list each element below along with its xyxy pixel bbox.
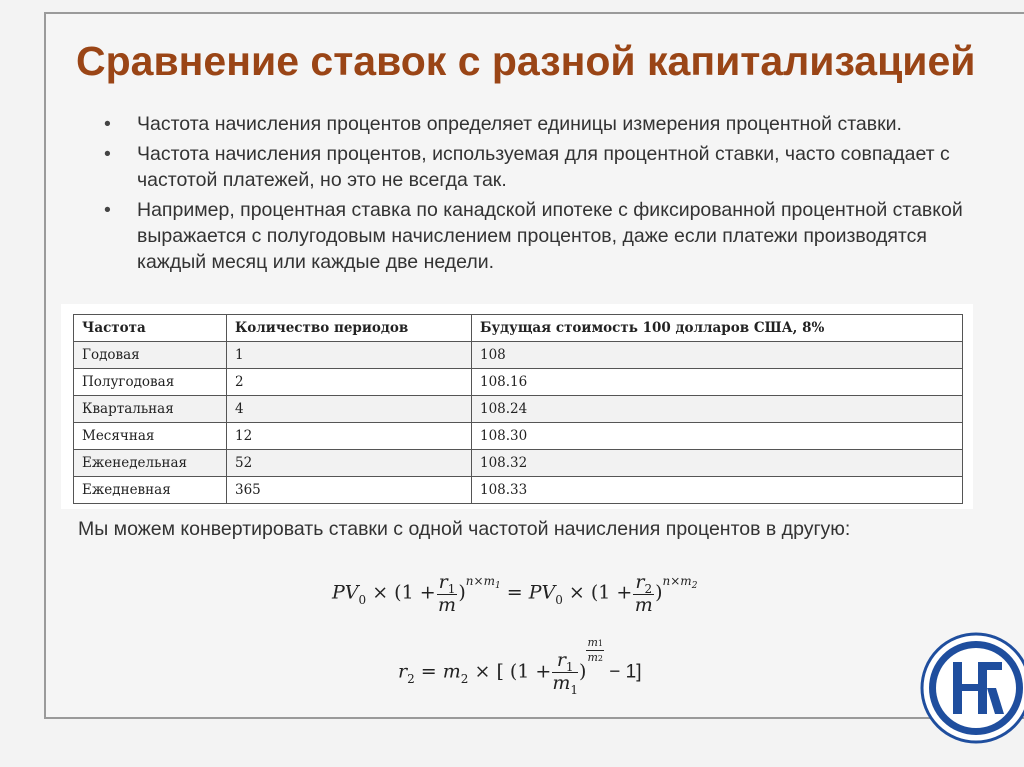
table-row [74, 369, 963, 396]
formula-op: (1 + [394, 581, 436, 604]
formula-sub: 2 [644, 582, 653, 596]
table-container [61, 304, 973, 509]
formula-op: = [420, 660, 437, 683]
table-row [74, 342, 963, 369]
formula-op: ) [458, 581, 466, 604]
cell-value: 108.16 [472, 369, 963, 396]
cell-frequency: Полугодовая [74, 369, 227, 396]
formula-term: m [437, 594, 457, 616]
formula-equivalence [332, 572, 697, 615]
formula-term: r [556, 649, 566, 671]
bullet-item: • Например, процентная ставка по канадской ипотеке с фиксированной процентной ставкой выражается с полугодовым начислением процентов, даже если платежи производятся каждый месяц или каждые две недели. [104, 197, 984, 275]
formula-sub: 2 [691, 580, 698, 591]
formula-term: PV [528, 581, 556, 604]
formula-term: m [587, 651, 598, 664]
formula-term: m [634, 594, 653, 616]
cell-value: 108.32 [472, 450, 963, 477]
fraction [633, 572, 654, 615]
cell-periods: 4 [227, 396, 472, 423]
formula-sub: 1 [447, 582, 456, 596]
formula-term: r [398, 660, 408, 683]
table-row [74, 423, 963, 450]
cell-periods: 2 [227, 369, 472, 396]
col-header-frequency: Частота [74, 315, 227, 342]
formula-exponent: n×m [465, 573, 495, 588]
bullet-item: • Частота начисления процентов определяет единицы измерения процентной ставки. [104, 111, 984, 137]
formula-term: m [442, 660, 461, 683]
formula-sub: 1 [565, 660, 574, 674]
hse-logo-icon [920, 632, 1024, 744]
formula-op: [ (1 + [496, 660, 552, 683]
formula-op: × [372, 581, 389, 604]
formula-term: PV [332, 581, 359, 604]
table-header-row [74, 315, 963, 342]
convert-caption: Мы можем конвертировать ставки с одной частотой начисления процентов в другую: [78, 518, 851, 540]
formula-term: m [587, 636, 598, 649]
fraction [552, 650, 578, 695]
bullet-list [104, 111, 984, 279]
formula-sub: 0 [555, 592, 563, 607]
fraction [437, 572, 458, 615]
formula-term: m [552, 672, 571, 694]
formula-sub: 1 [570, 683, 579, 697]
formula-term: r [438, 571, 448, 593]
compounding-table [73, 314, 963, 504]
formula-sub: 0 [358, 592, 367, 607]
formula-sub: 1 [597, 639, 603, 648]
cell-periods: 1 [227, 342, 472, 369]
formula-op: ) [579, 660, 587, 683]
cell-frequency: Еженедельная [74, 450, 227, 477]
cell-periods: 52 [227, 450, 472, 477]
table-row [74, 396, 963, 423]
formula-op: ) [655, 581, 663, 604]
col-header-future-value: Будущая стоимость 100 долларов США, 8% [472, 315, 963, 342]
bullet-item: • Частота начисления процентов, используемая для процентной ставки, часто совпадает с частотой платежей, но это не всегда так. [104, 141, 984, 193]
formula-conversion [398, 636, 642, 697]
slide-title: Сравнение ставок с разной капитализацией [76, 38, 976, 84]
cell-frequency: Годовая [74, 342, 227, 369]
table-row [74, 477, 963, 504]
cell-frequency: Месячная [74, 423, 227, 450]
formula-op: (1 + [590, 581, 633, 604]
cell-value: 108.30 [472, 423, 963, 450]
formula-op: = [506, 581, 523, 604]
formula-term: r [635, 571, 645, 593]
formula-sub: 1 [494, 580, 501, 591]
table-row [74, 450, 963, 477]
formula-sub: 2 [597, 654, 603, 663]
cell-periods: 12 [227, 423, 472, 450]
formula-exponent: n×m [662, 573, 692, 588]
cell-frequency: Ежедневная [74, 477, 227, 504]
formula-sub: 2 [460, 671, 469, 686]
formula-op: × [568, 581, 585, 604]
formula-op: × [474, 660, 491, 683]
cell-value: 108 [472, 342, 963, 369]
exponent-fraction [586, 636, 604, 665]
cell-value: 108.33 [472, 477, 963, 504]
cell-value: 108.24 [472, 396, 963, 423]
cell-frequency: Квартальная [74, 396, 227, 423]
formula-op: − 1] [603, 661, 642, 683]
formula-sub: 2 [407, 671, 415, 686]
cell-periods: 365 [227, 477, 472, 504]
col-header-periods: Количество периодов [227, 315, 472, 342]
